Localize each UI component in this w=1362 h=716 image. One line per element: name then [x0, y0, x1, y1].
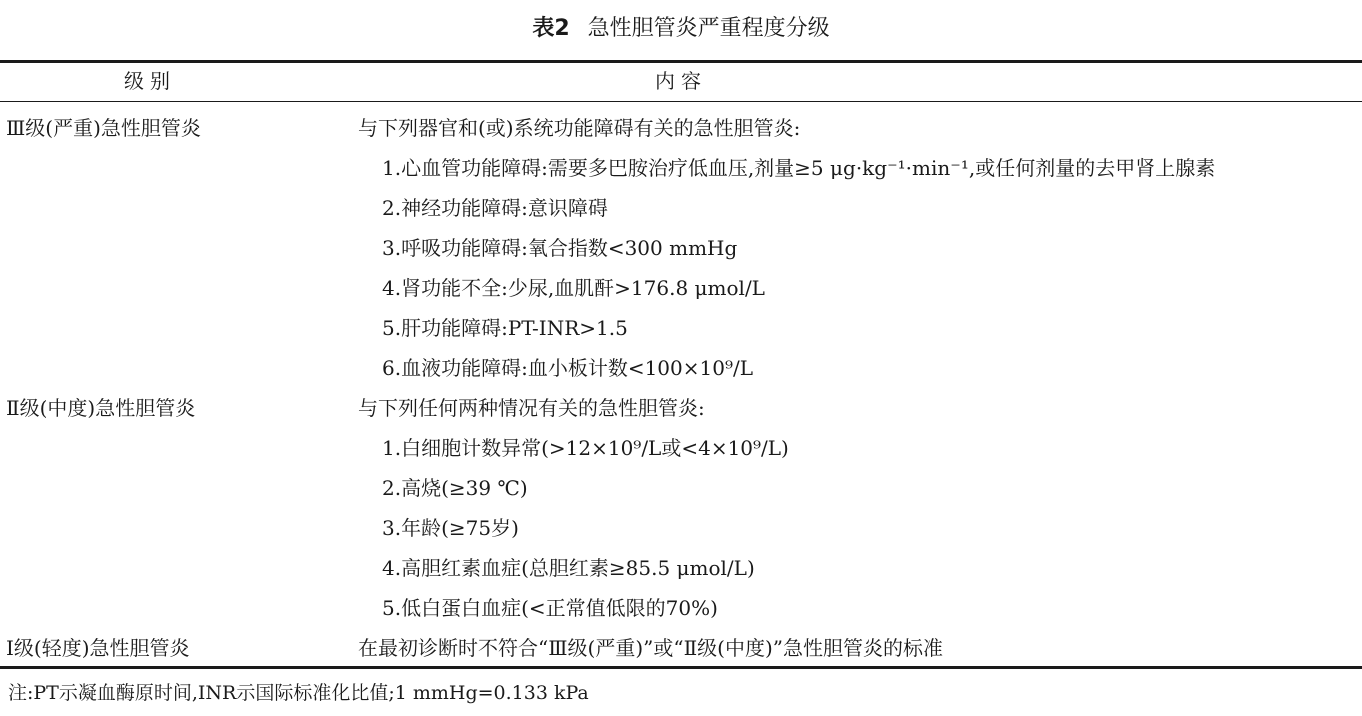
table-row: [0, 148, 1362, 188]
table-row: [0, 428, 1362, 468]
table-number: 表2: [532, 16, 570, 41]
table-row: [0, 228, 1362, 268]
table-row: [0, 588, 1362, 628]
table-row: [0, 468, 1362, 508]
table-footnote: 注:PT示凝血酶原时间,INR示国际标准化比值;1 mmHg=0.133 kPa: [8, 682, 589, 704]
header-rule: [0, 101, 1362, 102]
grade-2-item: 4.高胆红素血症(总胆红素≥85.5 μmol/L): [382, 556, 755, 580]
grade-3-label: Ⅲ级(严重)急性胆管炎: [6, 116, 201, 140]
table-row: [0, 628, 1362, 668]
bottom-rule: [0, 666, 1362, 669]
table-row: [0, 108, 1362, 148]
grade-1-label: Ⅰ级(轻度)急性胆管炎: [6, 636, 190, 660]
table-title: 急性胆管炎严重程度分级: [587, 16, 830, 41]
table-row: [0, 308, 1362, 348]
column-header-content: 内容: [655, 69, 707, 93]
grade-1-intro: 在最初诊断时不符合“Ⅲ级(严重)”或“Ⅱ级(中度)”急性胆管炎的标准: [358, 636, 943, 660]
grade-2-item: 2.高烧(≥39 ℃): [382, 476, 528, 500]
grade-3-intro: 与下列器官和(或)系统功能障碍有关的急性胆管炎:: [358, 116, 801, 140]
grade-3-item: 3.呼吸功能障碍:氧合指数<300 mmHg: [382, 236, 738, 260]
grade-2-label: Ⅱ级(中度)急性胆管炎: [6, 396, 196, 420]
grade-2-item: 3.年龄(≥75岁): [382, 516, 519, 540]
grade-3-item: 5.肝功能障碍:PT-INR>1.5: [382, 316, 628, 340]
grade-3-item: 4.肾功能不全:少尿,血肌酐>176.8 μmol/L: [382, 276, 765, 300]
grade-3-item: 1.心血管功能障碍:需要多巴胺治疗低血压,剂量≥5 μg·kg⁻¹·min⁻¹,或任何剂量的去甲肾上腺素: [382, 156, 1216, 180]
top-rule: [0, 60, 1362, 63]
grade-2-item: 5.低白蛋白血症(<正常值低限的70%): [382, 596, 718, 620]
table-caption: [0, 14, 1362, 44]
grade-2-intro: 与下列任何两种情况有关的急性胆管炎:: [358, 396, 705, 420]
grade-3-item: 2.神经功能障碍:意识障碍: [382, 196, 608, 220]
table-row: [0, 508, 1362, 548]
grade-2-item: 1.白细胞计数异常(>12×10⁹/L或<4×10⁹/L): [382, 436, 789, 460]
table-row: [0, 348, 1362, 388]
table-row: [0, 268, 1362, 308]
table-row: [0, 188, 1362, 228]
grade-3-item: 6.血液功能障碍:血小板计数<100×10⁹/L: [382, 356, 753, 380]
table-row: [0, 388, 1362, 428]
column-header-level: 级别: [124, 69, 176, 93]
table-row: [0, 548, 1362, 588]
